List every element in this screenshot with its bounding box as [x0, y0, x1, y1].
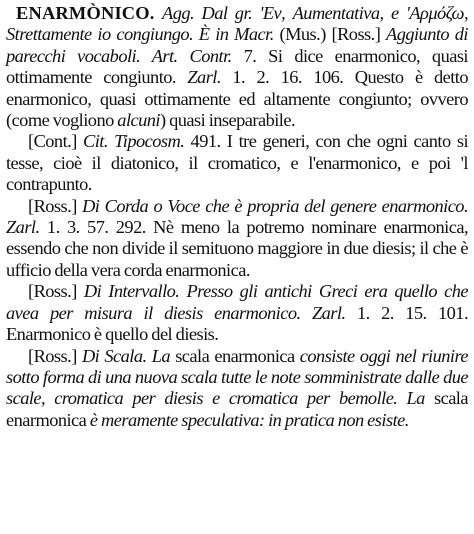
italic-text-run: Di Scala. La: [81, 345, 171, 366]
text-run: scala enarmonica: [6, 388, 468, 430]
italic-text-run: Di Intervallo. Presso gli antichi Greci era quello che avea per misura il diesis enarmonico. Zarl.: [6, 281, 469, 323]
italic-text-run: alcuni: [117, 110, 160, 131]
italic-text-run: Agg. Dal gr. 'Εν, Aumentativa, e 'Αρμόζω, Strettamente io congiungo. È in Macr.: [6, 3, 468, 45]
text-run: [155, 3, 162, 23]
text-run: 7. Si dice enarmonico, quasi ottimamente congiunto.: [6, 45, 468, 88]
text-run: [Ross.]: [28, 345, 82, 366]
text-run: [Cont.]: [28, 131, 84, 152]
italic-text-run: Aggiunto di parecchi vocaboli. Art. Contr.: [6, 24, 468, 66]
text-run: scala enarmonica: [170, 345, 300, 366]
entry-sense-corda: [6, 196, 468, 282]
text-run: [Ross.]: [28, 195, 83, 216]
text-run: 1. 2. 16. 106. Questo è detto enarmonico, quasi ottimamente ed altamente congiunto; ovvero (come vogliono: [6, 67, 469, 131]
entry-sense-scala: [6, 346, 468, 432]
italic-text-run: Cit. Tipocosm.: [83, 131, 185, 152]
entry-sense-intervallo: [6, 281, 468, 345]
italic-text-run: Zarl.: [187, 67, 221, 88]
text-run: 1. 2. 15. 101. Enarmonico è quello del diesis.: [6, 302, 468, 345]
dictionary-entry: [6, 3, 468, 431]
italic-text-run: è meramente speculativa: in pratica non esiste.: [89, 409, 409, 430]
text-run: ) quasi inseparabile.: [159, 110, 296, 131]
entry-headword: ENARMÒNICO.: [16, 3, 155, 23]
text-run: 491. I tre generi, con che ogni canto si tesse, cioè il diatonico, il cromatico, e l'enarmonico, e poi 'l contrapunto.: [6, 131, 469, 195]
text-run: 1. 3. 57. 292. Nè meno la potremo nominare enarmonica, essendo che non divide il semituono maggiore in due diesis; il che è ufficio della vera corda enarmonica.: [6, 217, 468, 280]
text-run: (Mus.) [Ross.]: [273, 24, 387, 45]
entry-citation-cont: [6, 131, 468, 195]
entry-definition: [6, 3, 468, 131]
text-run: [Ross.]: [28, 281, 84, 302]
italic-text-run: consiste oggi nel riunire sotto forma di una nuova scala tutte le note somministrate dalle due scale, cromatica per diesis e cromatica per bemolle. La: [6, 345, 468, 409]
italic-text-run: Di Corda o Voce che è propria del genere enarmonico. Zarl.: [6, 195, 468, 238]
